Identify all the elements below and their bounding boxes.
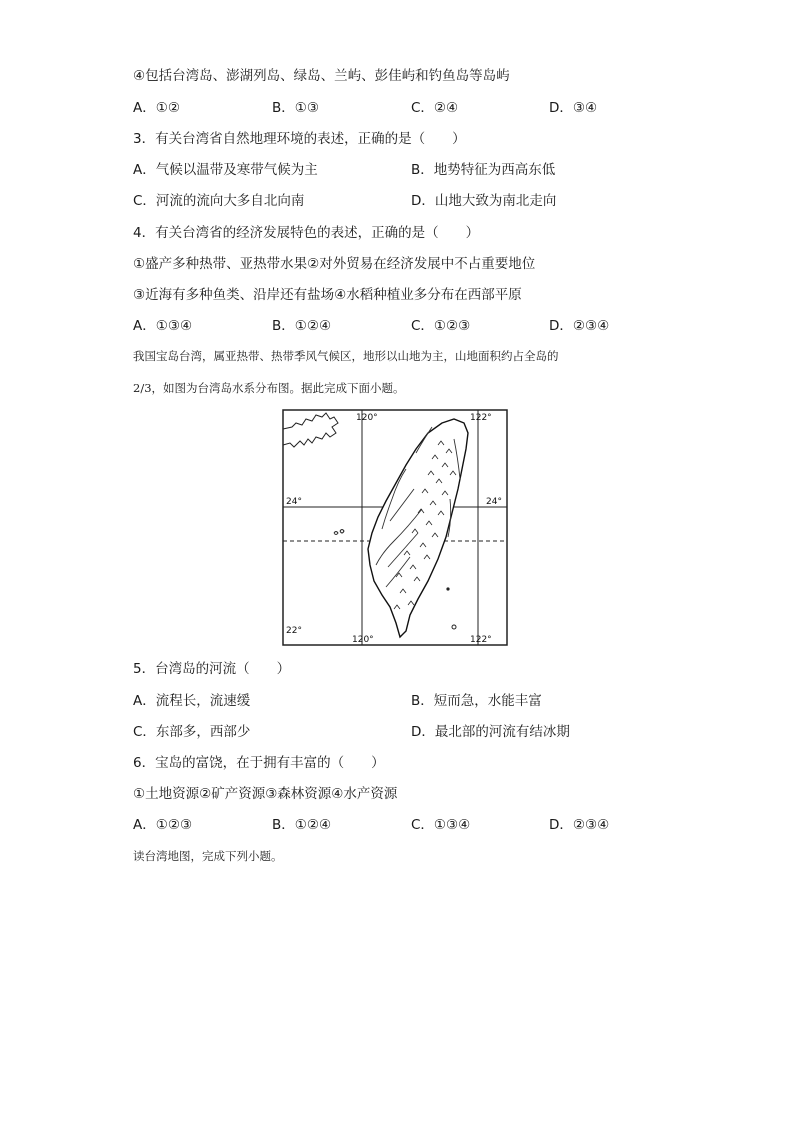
q4-option-d[interactable]: D．②③④ — [549, 318, 610, 334]
taiwan-river-map — [282, 409, 508, 646]
q4-option-b[interactable]: B．①②④ — [272, 318, 332, 334]
q2-option-c[interactable]: C．②④ — [411, 100, 459, 116]
q5-option-d[interactable]: D．最北部的河流有结冰期 — [411, 724, 570, 740]
intro1-line2: 2/3，如图为台湾岛水系分布图。据此完成下面小题。 — [133, 381, 405, 395]
map-label-top-120: 120° — [356, 413, 378, 423]
q6-option-c[interactable]: C．①③④ — [411, 817, 471, 833]
q5-option-a[interactable]: A．流程长，流速缓 — [133, 693, 251, 709]
map-label-left-24: 24° — [286, 497, 302, 507]
q5-stem: 5．台湾岛的河流（ ） — [133, 661, 291, 677]
q6-option-d[interactable]: D．②③④ — [549, 817, 610, 833]
map-label-left-22: 22° — [286, 626, 302, 636]
q5-option-b[interactable]: B．短而急，水能丰富 — [411, 693, 542, 709]
q4-statements-1: ①盛产多种热带、亚热带水果②对外贸易在经济发展中不占重要地位 — [133, 256, 536, 272]
intro1-line1: 我国宝岛台湾，属亚热带、热带季风气候区，地形以山地为主，山地面积约占全岛的 — [133, 349, 559, 363]
map-label-top-122: 122° — [470, 413, 492, 423]
q6-stem: 6．宝岛的富饶，在于拥有丰富的（ ） — [133, 755, 385, 771]
map-label-bottom-122: 122° — [470, 635, 492, 645]
q4-option-c[interactable]: C．①②③ — [411, 318, 471, 334]
q4-statements-2: ③近海有多种鱼类、沿岸还有盐场④水稻种植业多分布在西部平原 — [133, 287, 522, 303]
q2-option-d[interactable]: D．③④ — [549, 100, 598, 116]
q2-option-a[interactable]: A．①② — [133, 100, 180, 116]
map-label-bottom-120: 120° — [352, 635, 374, 645]
q3-option-a[interactable]: A．气候以温带及寒带气候为主 — [133, 162, 318, 178]
q3-stem: 3．有关台湾省自然地理环境的表述，正确的是（ ） — [133, 131, 466, 147]
q2-statement-4: ④包括台湾岛、澎湖列岛、绿岛、兰屿、彭佳屿和钓鱼岛等岛屿 — [133, 68, 510, 84]
q3-option-d[interactable]: D．山地大致为南北走向 — [411, 193, 557, 209]
intro2-line1: 读台湾地图，完成下列小题。 — [133, 849, 283, 863]
map-label-right-24: 24° — [486, 497, 502, 507]
q4-option-a[interactable]: A．①③④ — [133, 318, 193, 334]
q5-option-c[interactable]: C．东部多，西部少 — [133, 724, 251, 740]
q3-option-b[interactable]: B．地势特征为西高东低 — [411, 162, 556, 178]
q6-option-a[interactable]: A．①②③ — [133, 817, 193, 833]
q3-option-c[interactable]: C．河流的流向大多自北向南 — [133, 193, 305, 209]
q6-statements: ①土地资源②矿产资源③森林资源④水产资源 — [133, 786, 398, 802]
q2-option-b[interactable]: B．①③ — [272, 100, 319, 116]
q6-option-b[interactable]: B．①②④ — [272, 817, 332, 833]
q4-stem: 4．有关台湾省的经济发展特色的表述，正确的是（ ） — [133, 225, 480, 241]
